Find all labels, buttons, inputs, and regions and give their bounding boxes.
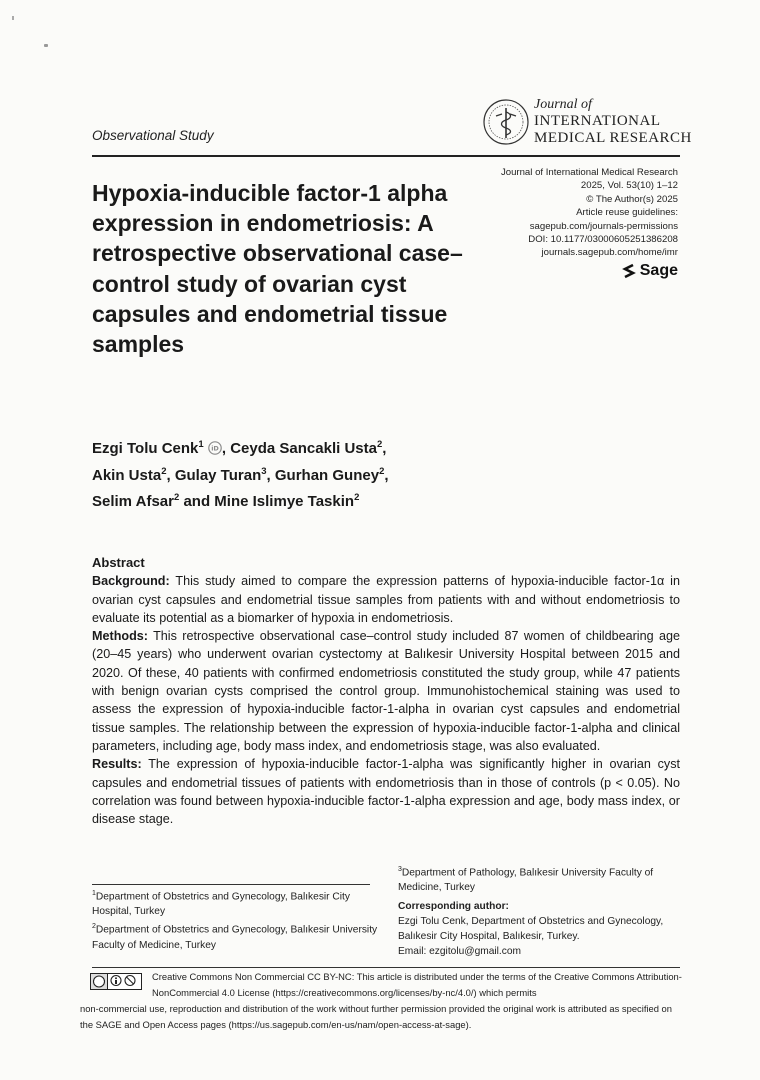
journal-name-of: Journal of [534, 97, 592, 112]
license-rule [92, 967, 680, 968]
affiliation-marker: 1 [198, 439, 204, 450]
orcid-icon[interactable] [208, 441, 222, 455]
cc-by-nc-badge-icon[interactable] [90, 973, 142, 990]
meta-volume: 2025, Vol. 53(10) 1–12 [580, 180, 678, 192]
affiliation-marker: 3 [261, 465, 267, 477]
journal-name [534, 96, 692, 147]
abstract-results-label: Results: [92, 757, 142, 772]
author-name: Akin Usta [92, 466, 162, 484]
affiliation-3-text: Department of Pathology, Balıkesir University Faculty of Medicine, Turkey [398, 867, 654, 894]
affiliation-3 [398, 862, 688, 895]
affiliation-1-text: Department of Obstetrics and Gynecology, Balıkesir City Hospital, Turkey [92, 891, 350, 918]
affiliation-marker: 2 [173, 492, 180, 503]
footnote-rule [92, 884, 370, 885]
abstract-methods-text: This retrospective observational case–control study included 87 women of childbearing age (20–45 years) who underwent ovarian cystectomy at Balıkesir University Hospital between 2015 and 2020. Of these, 40 patients with confirmed endometriosis constituted the study group, while 47 patients with benign ovarian cysts comprised the control group. Immunohistochemical staining was used to assess the expression of hypoxia-inducible factor-1-alpha in ovarian cyst capsules and endometrial tissue samples. The relationship between the expression of hypoxia-inducible factor-1-alpha and clinical parameters, including age, body mass index, and endometriosis stage, was also evaluated. [92, 629, 680, 753]
abstract-results [92, 755, 680, 828]
abstract-results-text: The expression of hypoxia-inducible factor-1-alpha was significantly higher in ovarian cyst capsules and endometrial tissues of patients with endometriosis than in those of controls (p < 0.05). No correlation was found between hypoxia-inducible factor-1-alpha expression and age, body mass index, or disease stage. [92, 757, 680, 827]
journal-logo [482, 96, 692, 152]
footnotes-left [92, 886, 382, 953]
affiliation-marker: 2 [354, 492, 360, 503]
affiliation-2 [92, 919, 382, 952]
abstract-methods-label: Methods: [92, 629, 148, 644]
affiliation-2-marker: 2 [92, 923, 96, 931]
article-type-label: Observational Study [92, 128, 214, 143]
corresponding-author-email[interactable]: Email: ezgitolu@gmail.com [398, 946, 522, 958]
affiliation-1 [92, 886, 382, 919]
corresponding-author-label: Corresponding author: [398, 901, 509, 913]
affiliation-1-marker: 1 [92, 890, 96, 897]
author-name: Mine Islimye Taskin [214, 493, 355, 510]
affiliation-2-text: Department of Obstetrics and Gynecology, Balıkesir University Faculty of Medicine, Turkey [92, 924, 378, 951]
abstract-background-text: This study aimed to compare the expression patterns of hypoxia-inducible factor-1α in ovarian cyst capsules and endometrial tissue samples from patients with and without endometriosis to evaluate its potential as a biomarker of hypoxia in endometriosis. [92, 574, 680, 625]
abstract-heading: Abstract [92, 555, 145, 570]
meta-reuse-label: Article reuse guidelines: [576, 207, 678, 219]
author-list: Ezgi Tolu Cenk$^1$ iD , Ceyda Sancakli Usta$^2$, Akin Usta$^2$, Gulay Turan$^3$, Gurhan Guney$^2$, Selim Afsar$^2$ and Mine Islimye Taskin$^2$ [92, 439, 389, 510]
scan-mark [12, 16, 14, 20]
sage-s-icon [622, 262, 636, 280]
affiliation-marker: 2 [379, 465, 385, 477]
article-title: Hypoxia-inducible factor-1 alpha expression in endometriosis: A retrospective observational case–control study of ovarian cyst capsules and endometrial tissue samples [92, 180, 463, 358]
author-name: Gurhan Guney [274, 466, 380, 484]
author-conjunction: and [183, 493, 211, 510]
affiliation-marker: 2 [161, 465, 167, 477]
meta-journal: Journal of International Medical Research [500, 167, 678, 178]
header-rule [92, 155, 680, 157]
author-name: Ezgi Tolu Cenk [92, 440, 199, 457]
author-name: Gulay Turan [174, 466, 262, 484]
meta-reuse-link[interactable]: sagepub.com/journals-permissions [529, 220, 678, 232]
abstract-background-label: Background: [92, 574, 170, 589]
abstract-background [92, 572, 680, 627]
svg-text:iD: iD [211, 444, 219, 453]
journal-name-line-2: MEDICAL RESEARCH [534, 130, 692, 146]
abstract [92, 554, 680, 828]
publisher-name: Sage [639, 262, 678, 279]
meta-journal-link[interactable]: journals.sagepub.com/home/imr [541, 247, 678, 259]
license-notice [80, 969, 684, 1033]
journal-seal-icon [482, 98, 530, 146]
corresponding-author [398, 899, 688, 959]
author-name: Ceyda Sancakli Usta [230, 440, 377, 457]
publisher-logo [622, 262, 678, 280]
corresponding-author-text: Ezgi Tolu Cenk, Department of Obstetrics and Gynecology, Balıkesir City Hospital, Balıkesir, Turkey. [398, 916, 664, 943]
affiliation-marker: 2 [376, 439, 383, 450]
footnotes-right [398, 862, 688, 959]
meta-copyright: © The Author(s) 2025 [586, 193, 678, 205]
journal-name-line-1: INTERNATIONAL [534, 113, 661, 129]
abstract-methods [92, 627, 680, 755]
scan-mark [44, 44, 48, 47]
license-text-first: Creative Commons Non Commercial CC BY-NC: This article is distributed under the terms of the Creative Commons Attribution-NonCommercial 4.0 License (https://creativecommons.org/licenses/by-nc/4.0/) which permits [152, 971, 682, 998]
author-name: Selim Afsar [92, 493, 174, 510]
affiliation-3-marker: 3 [398, 866, 402, 873]
license-text-rest: non-commercial use, reproduction and distribution of the work without further permission provided the original work is attributed as specified on the SAGE and Open Access pages (https://us.sagepub.com/en-us/nam/open-access-at-sage). [80, 1003, 672, 1030]
meta-doi[interactable]: DOI: 10.1177/03000605251386208 [528, 234, 678, 246]
